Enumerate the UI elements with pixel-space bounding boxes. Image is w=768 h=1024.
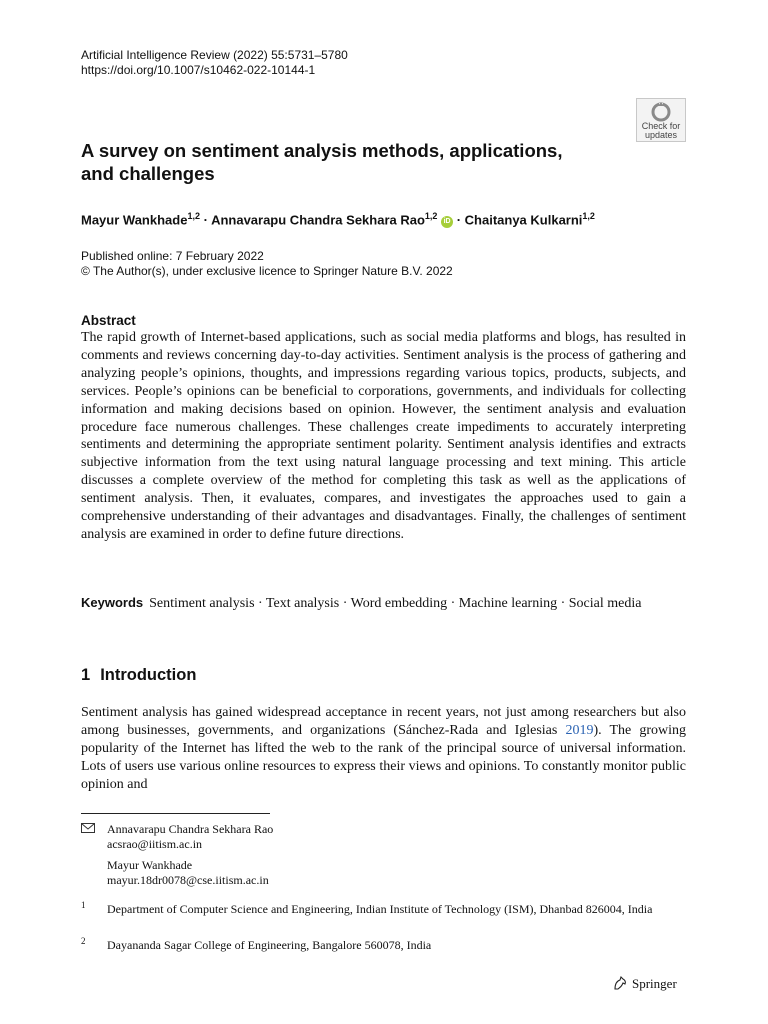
check-updates-icon xyxy=(650,102,672,122)
corresponding-author-email[interactable]: acsrao@iitism.ac.in xyxy=(107,837,203,851)
title-line-2: and challenges xyxy=(81,163,215,184)
journal-citation: Artificial Intelligence Review (2022) 55:5731–5780 xyxy=(81,48,348,62)
keywords-section xyxy=(81,594,686,613)
published-date: Published online: 7 February 2022 xyxy=(81,249,264,263)
envelope-icon xyxy=(81,823,95,833)
copyright-notice: © The Author(s), under exclusive licence to Springer Nature B.V. 2022 xyxy=(81,264,453,278)
author-name[interactable]: Chaitanya Kulkarni xyxy=(464,212,583,228)
check-updates-label-1: Check for xyxy=(641,121,681,131)
author-list xyxy=(81,207,721,229)
author-name[interactable]: Annavarapu Chandra Sekhara Rao xyxy=(211,212,425,228)
abstract-heading: Abstract xyxy=(81,313,136,328)
intro-text: Sentiment analysis has gained widespread acceptance in recent years, not just among researchers but also among businesses, governments, and organizations (Sánchez-Rada and Iglesias xyxy=(81,705,686,738)
author-separator: · xyxy=(456,212,462,228)
section-number: 1 xyxy=(81,666,91,684)
title-line-1: A survey on sentiment analysis methods, applications, xyxy=(81,140,563,161)
author-name[interactable]: Mayur Wankhade xyxy=(81,212,188,228)
author-email[interactable]: mayur.18dr0078@cse.iitism.ac.in xyxy=(107,873,269,887)
section-title: Introduction xyxy=(100,666,197,684)
keywords-label: Keywords xyxy=(81,595,144,610)
intro-text: ). The growing popularity of the Internet has lifted the web to the rank of the principal source of universal information. Lots of users use various online resources to express their views and opinions. To constantly monitor public opinion and xyxy=(81,722,686,792)
publisher-name: Springer xyxy=(632,976,677,991)
affiliation-number: 1 xyxy=(81,900,86,910)
section-heading-introduction xyxy=(81,665,196,685)
springer-horse-icon xyxy=(612,975,628,991)
affiliation-1: Department of Computer Science and Engineering, Indian Institute of Technology (ISM), Dhanbad 826004, India xyxy=(107,902,653,916)
check-for-updates-badge[interactable] xyxy=(636,98,686,142)
orcid-icon[interactable]: iD xyxy=(441,216,453,228)
affiliation-number: 2 xyxy=(81,936,86,946)
citation-link[interactable]: 2019 xyxy=(565,722,594,738)
check-updates-label-2: updates xyxy=(644,130,678,140)
keywords-list: Sentiment analysis · Text analysis · Word embedding · Machine learning · Social media xyxy=(149,596,642,611)
corresponding-author-name: Annavarapu Chandra Sekhara Rao xyxy=(107,822,274,836)
springer-logo xyxy=(612,975,677,992)
introduction-paragraph xyxy=(81,704,686,794)
doi-link[interactable]: https://doi.org/10.1007/s10462-022-10144-1 xyxy=(81,63,316,77)
author-name-footnote: Mayur Wankhade xyxy=(107,858,193,872)
affiliation-2: Dayananda Sagar College of Engineering, Bangalore 560078, India xyxy=(107,938,432,952)
author-separator: · xyxy=(203,212,208,228)
author-affiliation: 1,2 xyxy=(187,211,200,221)
author-affiliation: 1,2 xyxy=(424,211,438,221)
footnote-divider xyxy=(81,813,270,814)
paper-title xyxy=(81,139,621,185)
abstract-text: The rapid growth of Internet-based applications, such as social media platforms and blogs, has resulted in comments and reviews concerning day-to-day activities. Sentiment analysis is the process of gathering and analyzing people’s opinions, thoughts, and impressions regarding various topics, products, subjects, and services. People’s opinions can be beneficial to corporations, governments, and individuals for collecting information and making decisions based on opinion. However, the sentiment analysis and evaluation procedure face numerous challenges. These challenges create impediments to accurately interpreting sentiments and determining the appropriate sentiment polarity. Sentiment analysis identifies and extracts subjective information from the text using natural language processing and text mining. This article discusses a complete overview of the method for completing this task as well as the applications of sentiment analysis. Then, it evaluates, compares, and investigates the approaches used to gain a comprehensive understanding of their advantages and disadvantages. Finally, the challenges of sentiment analysis are examined in order to define future directions. xyxy=(81,330,686,542)
author-affiliation: 1,2 xyxy=(582,211,595,221)
